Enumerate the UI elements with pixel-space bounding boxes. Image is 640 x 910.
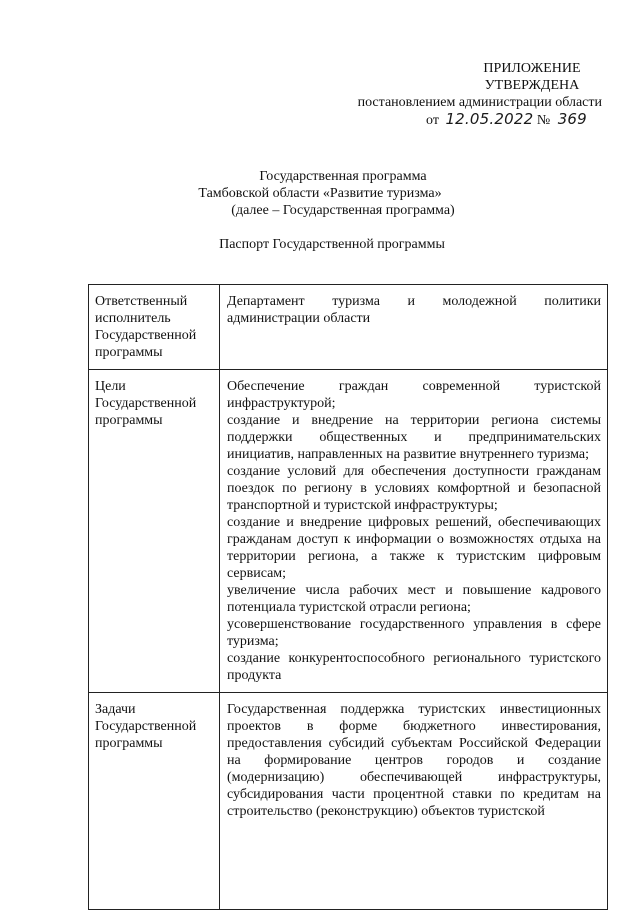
row-label: Цели Государственной программы	[89, 370, 220, 693]
appendix-heading: ПРИЛОЖЕНИЕ	[483, 61, 581, 76]
number-sign: №	[536, 113, 551, 128]
approval-block	[322, 60, 602, 129]
approved-by-text: постановлением администрации области	[357, 95, 602, 110]
value-line: Департамент туризма и молодежной политики администрации области	[227, 294, 601, 326]
handwritten-number: 369	[557, 110, 587, 128]
approved-heading: УТВЕРЖДЕНА	[484, 78, 580, 93]
row-value	[220, 285, 608, 370]
value-line: Обеспечение граждан современной туристской инфраструктурой;	[227, 379, 601, 411]
passport-table	[88, 284, 608, 910]
value-line: Государственная поддержка туристских инвестиционных проектов в форме бюджетного инвестирования, предоставления субсидий субъектам Российской Федерации на формирование центров городов и создание (модернизацию) обеспечивающей инфраструктуры, субсидирования части процентной ставки по кредитам на строительство (реконструкцию) объектов туристской	[227, 702, 601, 819]
value-line: создание условий для обеспечения доступности гражданам поездок по региону в условиях комфортной и безопасной транспортной и туристской инфраструктуры;	[227, 464, 601, 513]
approval-date-number	[322, 111, 602, 129]
row-value	[220, 693, 608, 910]
program-title-line2: Тамбовской области «Развитие туризма»	[198, 186, 442, 201]
row-label: Задачи Государственной программы	[89, 693, 220, 910]
value-line: усовершенствование государственного управления в сфере туризма;	[227, 617, 601, 649]
row-value	[220, 370, 608, 693]
table-row	[89, 285, 608, 370]
date-prefix: от	[426, 113, 439, 128]
handwritten-date: 12.05.2022	[445, 110, 534, 128]
value-line: увеличение числа рабочих мест и повышение кадрового потенциала туристской отрасли региона;	[227, 583, 601, 615]
program-title-line1: Государственная программа	[259, 169, 427, 184]
program-title-line3: (далее – Государственная программа)	[231, 203, 455, 218]
table-row	[89, 693, 608, 910]
value-line: создание и внедрение на территории региона системы поддержки общественных и предпринимательских инициатив, направленных на развитие внутреннего туризма;	[227, 413, 601, 462]
passport-heading: Паспорт Государственной программы	[219, 237, 445, 252]
value-line: создание и внедрение цифровых решений, обеспечивающих гражданам доступ к информации о возможностях отдыха на территории региона, а также к туристским цифровым сервисам;	[227, 515, 601, 581]
table-row	[89, 370, 608, 693]
program-title	[0, 168, 640, 219]
value-line: создание конкурентоспособного регионального туристского продукта	[227, 651, 601, 683]
row-label: Ответственный исполнитель Государственной программы	[89, 285, 220, 370]
